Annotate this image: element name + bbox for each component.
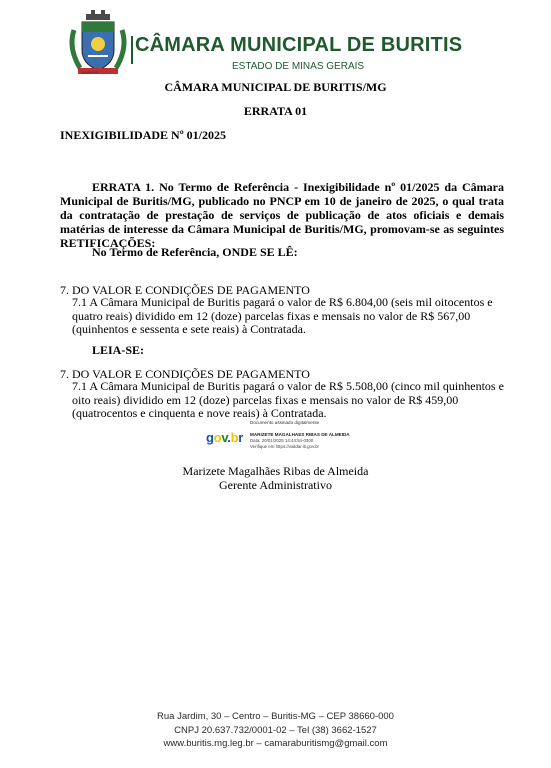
header-title: CÂMARA MUNICIPAL DE BURITIS [135,34,463,56]
digital-signature-date: Data: 20/01/2025 14:44:54-0300 [250,438,314,443]
footer-cnpj-phone: CNPJ 20.637.732/0001-02 – Tel (38) 3662-1527 [174,724,377,736]
signatory-role: Gerente Administrativo [219,478,332,492]
original-section-heading: 7. DO VALOR E CONDIÇÕES DE PAGAMENTO [60,283,310,297]
digital-signature-stamp [206,420,356,454]
where-it-reads-label: No Termo de Referência, ONDE SE LÊ: [92,245,298,259]
govbr-logo-icon: gov.br [206,430,244,445]
errata-title: ERRATA 01 [243,104,308,118]
crest-caption: BURITIS [82,70,98,75]
header-subtitle: ESTADO DE MINAS GERAIS [232,61,365,72]
digital-signer-name: MARIZETE MAGALHAES RIBAS DE ALMEIDA [250,432,350,437]
errata-intro-paragraph: ERRATA 1. No Termo de Referência - Inexigibilidade nº 01/2025 da Câmara Municipal de Buritis/MG, publicado no PNCP em 10 de janeiro de 2025, o qual trata da contratação de prestação de serviços de publicação de atos oficiais e demais matérias de interesse da Câmara Municipal de Buritis/MG, promovam-se as seguintes RETIFICAÇÕES: [60,180,504,250]
signatory-name: Marizete Magalhães Ribas de Almeida [182,464,369,478]
footer-address: Rua Jardim, 30 – Centro – Buritis-MG – CEP 38660-000 [157,711,394,722]
header-divider [131,36,133,64]
signatory-block [0,464,551,492]
page-footer [0,710,551,751]
digital-signature-verify-link[interactable]: Verifique em https://validar.iti.gov.br [250,444,319,449]
footer-web-email[interactable]: www.buritis.mg.leg.br – camaraburitismg@gmail.com [163,738,388,749]
reference-heading: INEXIGIBILIDADE Nº 01/2025 [60,128,226,142]
organization-heading: CÂMARA MUNICIPAL DE BURITIS/MG [164,80,387,94]
read-as-label: LEIA-SE: [92,343,145,357]
digital-signature-label: Documento assinado digitalmente [250,420,320,425]
municipal-crest-icon [66,10,130,78]
corrected-item-text: 7.1 A Câmara Municipal de Buritis pagará o valor de R$ 5.508,00 (cinco mil quinhentos e oito reais) dividido em 12 (doze) parcelas fixas e mensais no valor de R$ 459,00 (quatrocentos e cinquenta e nove reais) à Contratada. [72,379,504,420]
corrected-section-heading: 7. DO VALOR E CONDIÇÕES DE PAGAMENTO [60,367,310,381]
original-item-text: 7.1 A Câmara Municipal de Buritis pagará o valor de R$ 6.804,00 (seis mil oitocentos e quatro reais) dividido em 12 (doze) parcelas fixas e mensais no valor de R$ 567,00 (quinhentos e sessenta e sete reais) à Contratada. [72,295,493,336]
